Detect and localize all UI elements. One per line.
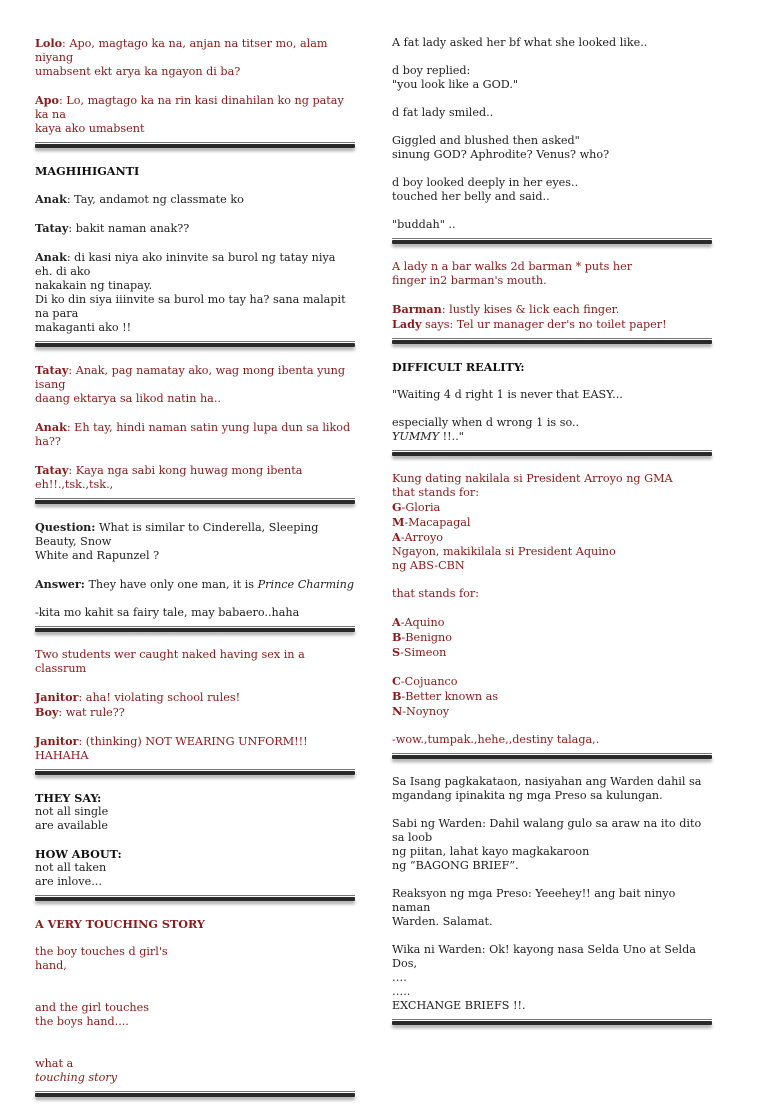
speaker-label: Tatay [35,221,69,235]
section-divider [35,142,355,152]
acronym-word: -Cojuanco [400,675,458,688]
acronym-word: -Gloria [401,501,441,514]
story-text: Warden. Salamat. [392,915,493,928]
dialogue-text: : Kaya nga sabi kong huwag mong ibenta eh!!.,tsk.,tsk., [35,464,306,491]
joke-prince-charming [35,514,355,620]
acronym-letter: A [392,615,401,629]
dialogue-text: : Anak, pag namatay ako, wag mong ibenta yung isang [35,364,349,391]
body-text: not all taken [35,861,107,874]
speaker-label: Apo [35,93,59,107]
story-text: Giggled and blushed then asked" [392,134,580,147]
story-italic: YUMMY [392,430,440,443]
answer-italic: Prince Charming [257,578,355,591]
story-text: what a [35,1057,74,1070]
story-text: ng ABS-CBN [392,559,465,572]
dialogue-text: : di kasi niya ako ininvite sa burol ng tatay niya eh. di ako [35,251,339,278]
section-title: MAGHIHIGANTI [35,164,140,178]
story-text: Sa Isang pagkakataon, nasiyahan ang Warden dahil sa [392,775,702,788]
answer-text: They have only one man, it is [84,578,258,591]
story-text: touching story [35,1071,118,1084]
acronym-letter: G [392,500,402,514]
question-label: Question: [35,520,96,534]
story-text: d boy looked deeply in her eyes.. [392,176,579,189]
section-divider [392,1019,712,1029]
story-text: !!.." [439,430,464,443]
dialogue-text: : Eh tay, hindi naman satin yung lupa dun sa likod ha?? [35,421,354,448]
right-column [392,30,712,1035]
story-text: that stands for: [392,587,479,600]
section-title: HOW ABOUT: [35,847,122,861]
joke-fat-lady [392,30,712,232]
section-divider [35,895,355,905]
story-text: Kung dating nakilala si President Arroyo ng GMA [392,472,673,485]
joke-ektarya [35,357,355,492]
dialogue-text: : Lo, magtago ka na rin kasi dinahilan ko ng patay ka na [35,94,348,121]
story-text: "buddah" .. [392,218,456,231]
punchline-text: -wow.,tumpak.,hehe,,destiny talaga,. [392,733,600,746]
story-text: ng piitan, lahat kayo magkakaroon [392,845,590,858]
joke-maghihiganti [35,158,355,335]
joke-touching-story [35,911,355,1085]
dialogue-text: : Tay, andamot ng classmate ko [66,193,244,206]
speaker-label: Boy [35,705,59,719]
dialogue-text: kaya ako umabsent [35,122,145,135]
story-text: d fat lady smiled.. [392,106,494,119]
section-divider [35,498,355,508]
acronym-word: -Noynoy [402,705,450,718]
punchline-text: -kita mo kahit sa fairy tale, may babaero..haha [35,606,300,619]
acronym-letter: N [392,704,403,718]
dialogue-text: : lustly kises & lick each finger. [441,303,620,316]
question-text: White and Rapunzel ? [35,549,160,562]
acronym-word: -Aquino [400,616,445,629]
story-text: mgandang ipinakita ng mga Preso sa kulungan. [392,789,663,802]
story-text: touched her belly and said.. [392,190,550,203]
story-text: finger in2 barman's mouth. [392,274,547,287]
section-divider [392,238,712,248]
acronym-word: -Better known as [401,690,499,703]
section-title: A VERY TOUCHING STORY [35,917,205,931]
story-text: EXCHANGE BRIEFS !!. [392,999,526,1012]
story-text: d boy replied: [392,64,471,77]
joke-difficult-reality [392,354,712,444]
joke-gma-abscbn [392,466,712,747]
speaker-label: Anak [35,250,67,264]
joke-barman [392,254,712,332]
story-text: ng “BAGONG BRIEF”. [392,859,519,872]
story-text: Reaksyon ng mga Preso: Yeeehey!! ang bait ninyo naman [392,887,679,914]
story-text: that stands for: [392,486,479,499]
speaker-label: Tatay [35,363,69,377]
acronym-letter: S [392,645,401,659]
body-text: are available [35,819,109,832]
dialogue-text: nakakain ng tinapay. [35,279,153,292]
speaker-label: Anak [35,192,67,206]
dialogue-text: : (thinking) NOT WEARING UNFORM!!! HAHAHA [35,735,312,762]
story-text: Wika ni Warden: Ok! kayong nasa Selda Uno at Selda Dos, [392,943,700,970]
section-title: DIFFICULT REALITY: [392,360,525,374]
acronym-word: -Benigno [401,631,452,644]
story-text: "you look like a GOD." [392,78,519,91]
acronym-word: -Simeon [400,646,447,659]
dialogue-text: Di ko din siya iiinvite sa burol mo tay ha? sana malapit na para [35,293,350,320]
story-text: especially when d wrong 1 is so.. [392,416,580,429]
section-divider [35,341,355,351]
story-text: A lady n a bar walks 2d barman * puts her [392,260,633,273]
story-text: Two students wer caught naked having sex in a classrum [35,648,309,675]
acronym-letter: A [392,530,401,544]
answer-label: Answer: [35,577,85,591]
story-text: A fat lady asked her bf what she looked like.. [392,36,648,49]
speaker-label: Janitor [35,734,79,748]
dialogue-text: daang ektarya sa likod natin ha.. [35,392,221,405]
story-text: the boy touches d girl's [35,945,168,958]
acronym-letter: M [392,515,405,529]
section-divider [35,626,355,636]
speaker-label: Janitor [35,690,79,704]
section-title: THEY SAY: [35,791,102,805]
story-text: Ngayon, makikilala si President Aquino [392,545,616,558]
joke-classroom [35,642,355,763]
story-text: and the girl touches [35,1001,149,1014]
left-column [35,30,355,1107]
story-text: hand, [35,959,67,972]
story-text: ….. [392,985,411,998]
speaker-label: Lolo [35,36,63,50]
story-text: Sabi ng Warden: Dahil walang gulo sa araw na ito dito sa loob [392,817,705,844]
acronym-letter: B [392,689,402,703]
dialogue-text: : wat rule?? [58,706,125,719]
speaker-label: Anak [35,420,67,434]
section-divider [35,769,355,779]
story-text: …. [392,971,407,984]
joke-lolo-apo [35,30,355,136]
body-text: not all single [35,805,109,818]
story-text: "Waiting 4 d right 1 is never that EASY... [392,388,623,401]
section-divider [392,450,712,460]
acronym-letter: B [392,630,402,644]
dialogue-text: : Apo, magtago ka na, anjan na titser mo, alam niyang [35,37,332,64]
dialogue-text: : bakit naman anak?? [68,222,190,235]
story-text: sinung GOD? Aphrodite? Venus? who? [392,148,610,161]
body-text: are inlove... [35,875,102,888]
joke-warden [392,769,712,1013]
question-text: What is similar to Cinderella, Sleeping Beauty, Snow [35,521,322,548]
dialogue-text: umabsent ekt arya ka ngayon di ba? [35,65,241,78]
dialogue-text: makaganti ako !! [35,321,132,334]
speaker-label: Barman [392,302,442,316]
joke-they-say [35,785,355,889]
speaker-label: Tatay [35,463,69,477]
section-divider [392,338,712,348]
acronym-letter: C [392,674,401,688]
story-text: the boys hand.... [35,1015,129,1028]
section-divider [392,753,712,763]
acronym-word: -Macapagal [404,516,471,529]
acronym-word: -Arroyo [400,531,444,544]
dialogue-text: says: Tel ur manager der's no toilet paper! [421,318,667,331]
dialogue-text: : aha! violating school rules! [78,691,241,704]
section-divider [35,1091,355,1101]
speaker-label: Lady [392,317,422,331]
